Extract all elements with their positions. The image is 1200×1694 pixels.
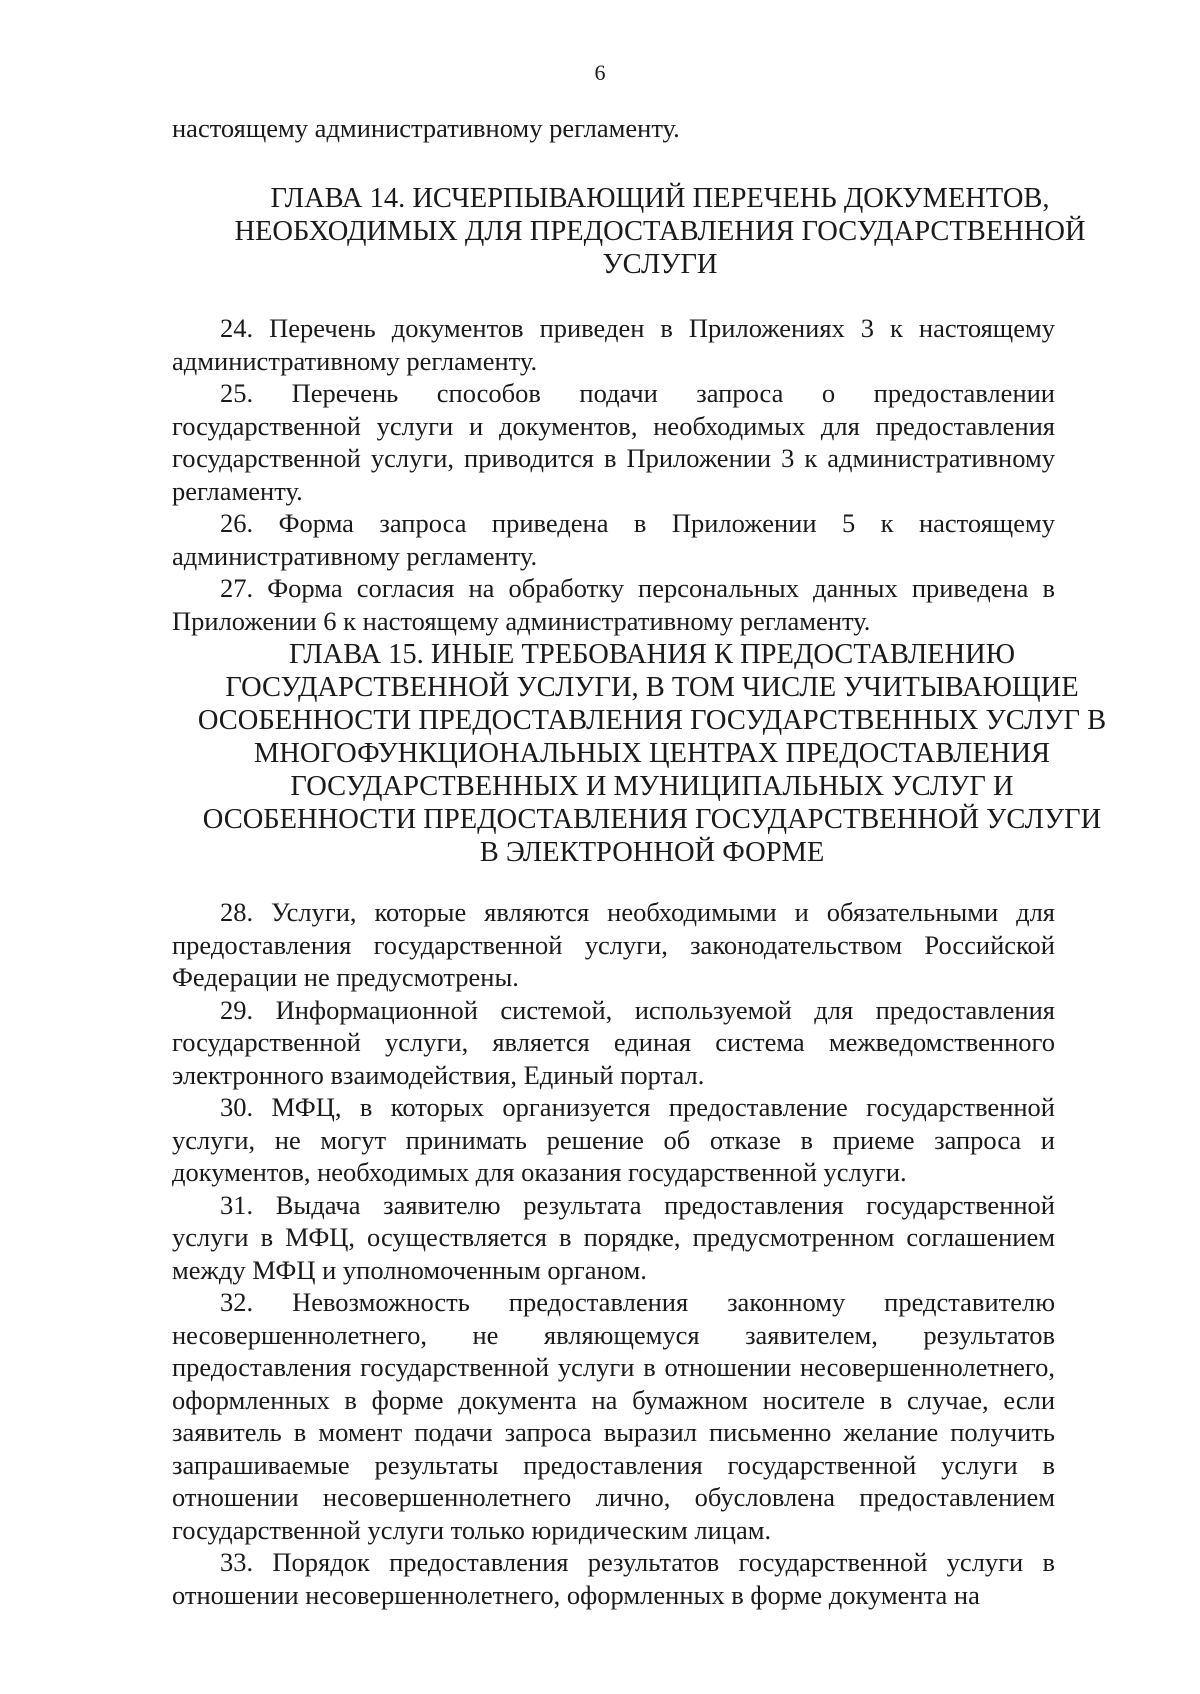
paragraph-29: 29. Информационной системой, используемой для предоставления государственной услуги, является единая система межведомственного электронного взаимодействия, Единый портал.	[172, 994, 1055, 1090]
paragraph-30: 30. МФЦ, в которых организуется предоставление государственной услуги, не могут принимать решение об отказе в приеме запроса и документов, необходимых для оказания государственной услуги.	[172, 1092, 1055, 1187]
paragraph-25: 25. Перечень способов подачи запроса о предоставлении государственной услуги и документов, необходимых для предоставления государственной услуги, приводится в Приложении 3 к административному регламенту.	[172, 378, 1055, 506]
page-number: 6	[594, 60, 606, 85]
paragraph-24: 24. Перечень документов приведен в Приложениях 3 к настоящему административному регламенту.	[172, 313, 1055, 376]
chapter-15-body	[172, 896, 1055, 1611]
chapter-14-heading: ГЛАВА 14. ИСЧЕРПЫВАЮЩИЙ ПЕРЕЧЕНЬ ДОКУМЕНТОВ, НЕОБХОДИМЫХ ДЛЯ ПРЕДОСТАВЛЕНИЯ ГОСУДАРСТВЕННОЙ УСЛУГИ	[234, 183, 1086, 280]
paragraph-31: 31. Выдача заявителю результата предоставления государственной услуги в МФЦ, осуществляется в порядке, предусмотренном соглашением между МФЦ и уполномоченным органом.	[172, 1189, 1055, 1285]
paragraph-33: 33. Порядок предоставления результатов государственной услуги в отношении несовершеннолетнего, оформленных в форме документа на	[172, 1547, 1055, 1610]
paragraph-26: 26. Форма запроса приведена в Приложении 5 к настоящему административному регламенту.	[172, 508, 1055, 571]
paragraph-32: 32. Невозможность предоставления законному представителю несовершеннолетнего, не являющемуся заявителем, результатов предоставления государственной услуги в отношении несовершеннолетнего, оформленных в форме документа на бумажном носителе в случае, если заявитель в момент подачи запроса выразил письменно желание получить запрашиваемые результаты предоставления государственной услуги в отношении несовершеннолетнего лично, обусловлена предоставлением государственной услуги только юридическим лицам.	[172, 1287, 1055, 1545]
paragraph-27: 27. Форма согласия на обработку персональных данных приведена в Приложении 6 к настоящему административному регламенту.	[172, 573, 1055, 636]
paragraph-28: 28. Услуги, которые являются необходимыми и обязательными для предоставления государственной услуги, законодательством Российской Федерации не предусмотрены.	[172, 897, 1055, 992]
continuation-text: настоящему административному регламенту.	[172, 113, 680, 143]
chapter-14-body	[172, 312, 1055, 637]
chapter-15-heading: ГЛАВА 15. ИНЫЕ ТРЕБОВАНИЯ К ПРЕДОСТАВЛЕНИЮ ГОСУДАРСТВЕННОЙ УСЛУГИ, В ТОМ ЧИСЛЕ УЧИТЫВАЮЩИЕ ОСОБЕННОСТИ ПРЕДОСТАВЛЕНИЯ ГОСУДАРСТВЕННЫХ УСЛУГ В МНОГОФУНКЦИОНАЛЬНЫХ ЦЕНТРАХ ПРЕДОСТАВЛЕНИЯ ГОСУДАРСТВЕННЫХ И МУНИЦИПАЛЬНЫХ УСЛУГ И ОСОБЕННОСТИ ПРЕДОСТАВЛЕНИЯ ГОСУДАРСТВЕННОЙ УСЛУГИ В ЭЛЕКТРОННОЙ ФОРМЕ	[197, 639, 1107, 868]
